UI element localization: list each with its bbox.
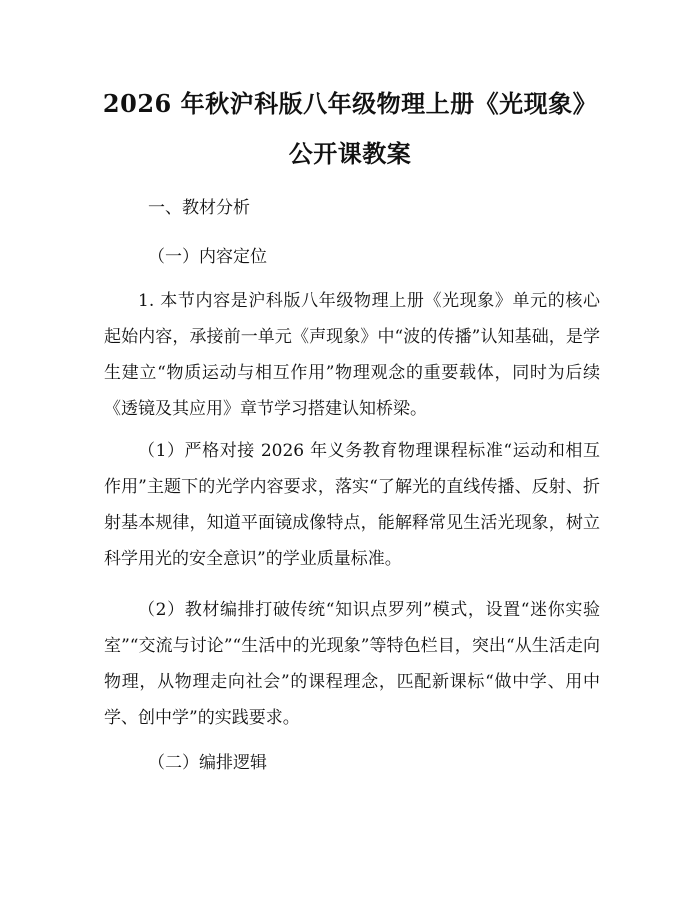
subsection-heading-content-positioning: （一）内容定位 <box>148 247 267 267</box>
paragraph-content-overview: 1. 本节内容是沪科版八年级物理上册《光现象》单元的核心起始内容，承接前一单元《声现象》中“波的传播”认知基础，是学生建立“物质运动与相互作用”物理观念的重要载体，同时为后续《透镜及其应用》章节学习搭建认知桥梁。 <box>104 291 600 419</box>
paragraph-textbook-layout: （2）教材编排打破传统“知识点罗列”模式，设置“迷你实验室”“交流与讨论”“生活中的光现象”等特色栏目，突出“从生活走向物理，从物理走向社会”的课程理念，匹配新课标“做中学、用中学、创中学”的实践要求。 <box>104 600 600 728</box>
document-title-line-1: 2026 年秋沪科版八年级物理上册《光现象》 <box>102 89 598 118</box>
subsection-heading-arrangement-logic: （二）编排逻辑 <box>148 753 267 773</box>
section-heading-textbook-analysis: 一、教材分析 <box>148 198 250 218</box>
paragraph-curriculum-standard: （1）严格对接 2026 年义务教育物理课程标准“运动和相互作用”主题下的光学内容要求，落实“了解光的直线传播、反射、折射基本规律，知道平面镜成像特点，能解释常见生活光现象，树立科学用光的安全意识”的学业质量标准。 <box>104 441 600 569</box>
document-title-line-2: 公开课教案 <box>288 139 412 168</box>
